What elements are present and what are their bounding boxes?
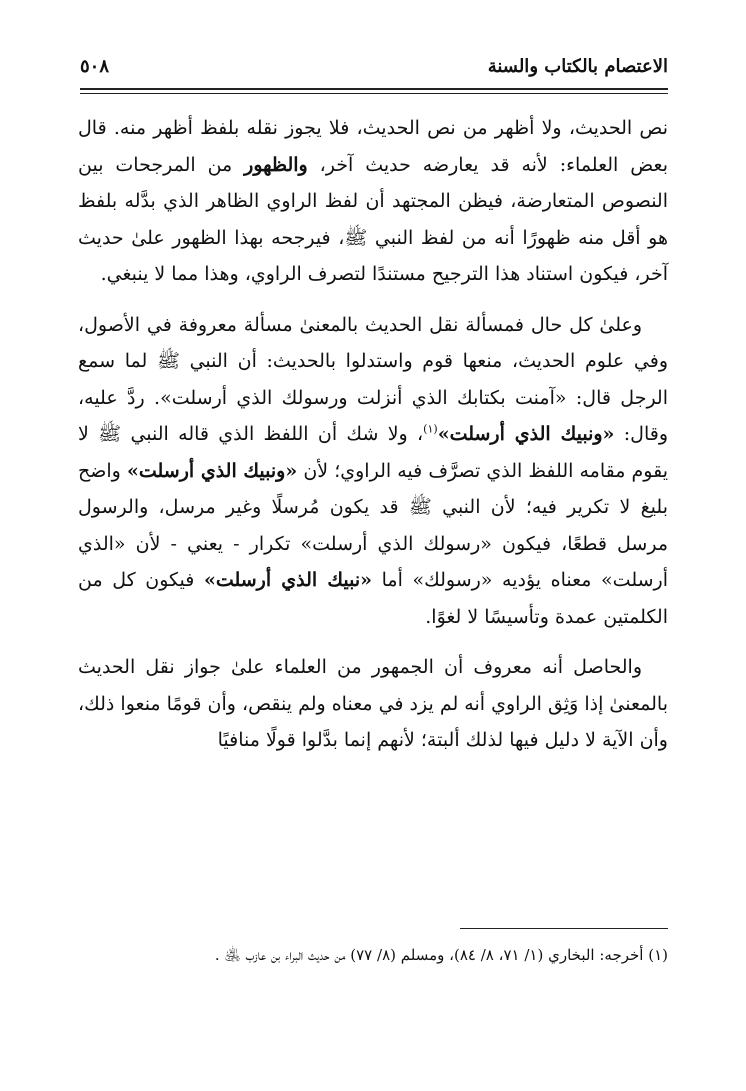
- text-run: ، ولا شك أن اللفظ الذي قاله النبي ﷺ لا يقوم مقامه اللفظ الذي تصرَّف فيه الراوي؛ لأن: [78, 423, 668, 482]
- bold-phrase: «ونبيك الذي أرسلت»: [437, 423, 615, 445]
- bold-phrase: «نبيك الذي أرسلت»: [203, 569, 373, 591]
- main-text: [78, 110, 668, 759]
- text-run: واضح بليغ لا تكرير فيه؛ لأن النبي ﷺ قد يكون مُرسلًا وغير مرسل، والرسول مرسل قطعًا، فيكون «رسولك الذي أرسلت» تكرار - يعني - لأن «الذي أرسلت» معناه يؤديه «رسولك» أما: [78, 459, 668, 591]
- paragraph-3: [78, 649, 668, 759]
- paragraph-1: [78, 110, 668, 293]
- header-title: الاعتصام بالكتاب والسنة: [487, 56, 668, 77]
- running-header: [80, 52, 668, 88]
- footnote: (١) أخرجه: البخاري (١/ ٧١، ٨/ ٨٤)، ومسلم (٨/ ٧٧) من حديث البراء بن عازب ﵁ .: [214, 946, 668, 964]
- header-rule-thick: [80, 88, 668, 90]
- text-run: نص الحديث، ولا أظهر من نص الحديث، فلا يجوز نقله بلفظ أظهر منه. قال بعض العلماء: لأنه قد يعارضه حديث آخر،: [78, 117, 668, 176]
- bold-phrase: «ونبيك الذي أرسلت»: [126, 459, 298, 482]
- text-run: من المرجحات بين النصوص المتعارضة، فيظن المجتهد أن لفظ الراوي الظاهر الذي بدَّله بلفظ هو أقل منه ظهورًا أنه من لفظ النبي ﷺ، فيرجحه بهذا الظهور علىٰ حديث آخر، فيكون استناد هذا الترجيح مستندًا لتصرف الراوي، وهذا مما لا ينبغي.: [78, 153, 668, 285]
- paragraph-2: [78, 307, 668, 636]
- text-run: فيكون كل من الكلمتين عمدة وتأسيسًا لا لغوًا.: [78, 569, 668, 628]
- page-number: ٥٠٨: [80, 56, 110, 77]
- text-run: وعلىٰ كل حال فمسألة نقل الحديث بالمعنىٰ مسألة معروفة في الأصول، وفي علوم الحديث، منعها قوم واستدلوا بالحديث: أن النبي ﷺ لما سمع الرجل قال: «آمنت بكتابك الذي أنزلت ورسولك الذي أرسلت». ردَّ عليه، وقال:: [78, 313, 669, 445]
- text-run: والحاصل أنه معروف أن الجمهور من العلماء علىٰ جواز نقل الحديث بالمعنىٰ إذا وَثِق الراوي أنه لم يزد في معناه ولم ينقص، وأن قومًا منعوا ذلك، وأن الآية لا دليل فيها لذلك ألبتة؛ لأنهم إنما بدَّلوا قولًا منافيًا: [78, 656, 668, 751]
- footnote-ref: (١): [423, 422, 438, 436]
- bold-phrase: والظهور: [244, 153, 308, 176]
- footnote-separator: [460, 928, 668, 929]
- header-rule-thin: [80, 93, 668, 94]
